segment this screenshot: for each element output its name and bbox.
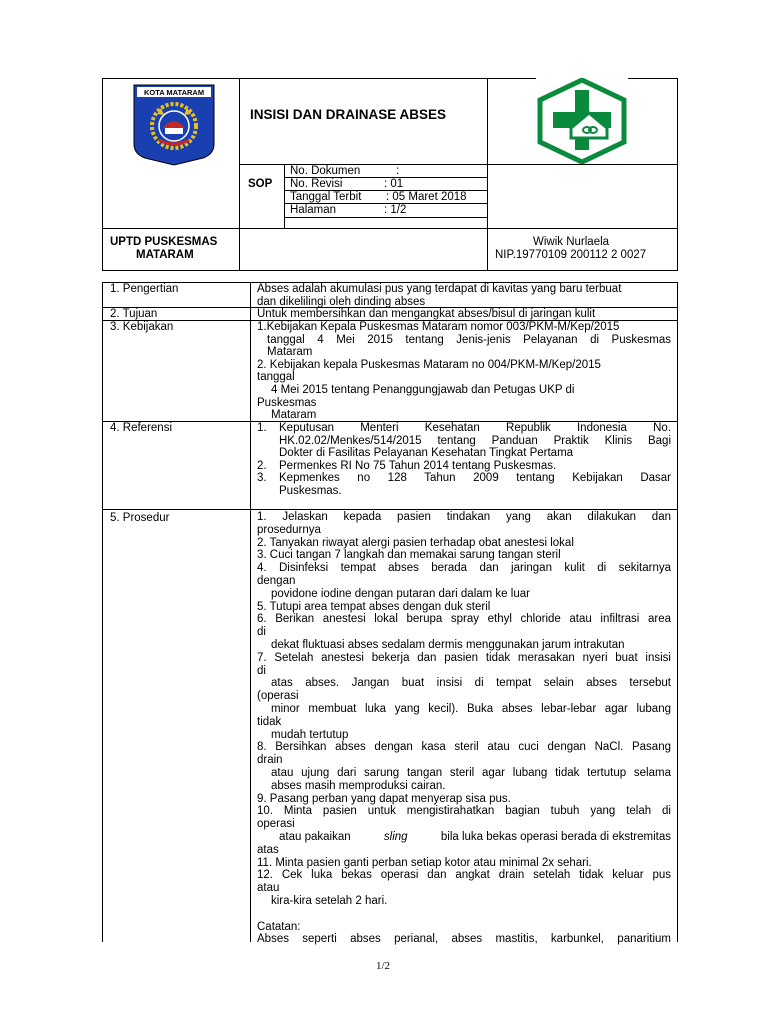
text-line: Puskesmas — [257, 396, 317, 409]
prosedur-content — [257, 511, 671, 946]
list-number: 2. — [257, 459, 267, 472]
referensi-content — [257, 422, 671, 498]
text-line: atau — [257, 882, 280, 895]
docinfo-left-line — [284, 164, 285, 228]
text-line: Catatan: — [257, 920, 301, 933]
section-label-referensi: 4. Referensi — [110, 422, 173, 434]
text-line: 2. Kebijakan kepala Puskesmas Mataram no 004/PKM-M/Kep/2015 — [257, 358, 601, 371]
table-border-right — [677, 282, 678, 942]
signer-nip: NIP.19770109 200112 2 0027 — [495, 249, 647, 261]
text-line: 9. Pasang perban yang dapat menyerap sisa pus. — [257, 792, 511, 805]
text-span-italic: sling — [383, 830, 408, 843]
text-line: tidak — [257, 715, 282, 728]
text-line: 1. Jelaskan kepada pasien tindakan yang akan dilakukan dan — [257, 511, 671, 523]
text-line: (operasi — [257, 690, 299, 703]
text-line: drain — [257, 754, 283, 767]
text-line: 4. Disinfeksi tempat abses berada dan jaringan kulit di sekitarnya — [257, 562, 671, 575]
text-line: atau ujung dari sarung tangan steril agar lubang tidak tertutup selama — [271, 766, 671, 779]
text-line-sling — [257, 831, 671, 844]
text-line: Permenkes RI No 75 Tahun 2014 tentang Puskesmas. — [279, 459, 557, 472]
text-line: tanggal 4 Mei 2015 tentang Jenis-jenis Pelayanan di Puskesmas — [267, 333, 671, 346]
text-line: dengan — [257, 574, 296, 587]
text-span: atau pakaikan — [279, 830, 351, 843]
text-line: 10. Minta pasien untuk mengistirahatkan bagian tubuh yang telah di — [257, 805, 671, 818]
header-divider-left — [239, 78, 240, 271]
text-line: Mataram — [267, 346, 313, 359]
text-line: operasi — [257, 818, 295, 831]
text-line: dekat fluktuasi abses sedalam dermis menggunakan jarum intrakutan — [271, 638, 625, 651]
text-line: di — [257, 626, 266, 639]
section-label-kebijakan: 3. Kebijakan — [110, 321, 174, 333]
puskesmas-logo — [535, 78, 629, 164]
text-line: Abses adalah akumulasi pus yang terdapat di kavitas yang baru terbuat — [257, 283, 622, 295]
text-line: prosedurnya — [257, 523, 321, 536]
docinfo-row-line-4 — [284, 217, 487, 218]
text-line: 12. Cek luka bekas operasi dan angkat drain setelah tidak keluar pus — [257, 869, 671, 882]
header-border-left — [102, 78, 103, 271]
tujuan-content — [257, 308, 671, 321]
text-line: 4 Mei 2015 tentang Penanggungjawab dan Petugas UKP di — [271, 383, 575, 396]
header-divider-right — [487, 78, 488, 271]
table-row-line — [102, 509, 678, 510]
pengertian-content — [257, 283, 671, 308]
text-line: 8. Bersihkan abses dengan kasa steril atau cuci dengan NaCl. Pasang — [257, 741, 671, 754]
text-line: 3. Cuci tangan 7 langkah dan memakai sarung tangan steril — [257, 549, 561, 562]
docinfo-value: : — [396, 165, 400, 177]
text-line: povidone iodine dengan putaran dari dalam ke luar — [271, 587, 530, 600]
text-line: tanggal — [257, 371, 295, 384]
text-span: bila luka bekas operasi berada di ekstremitas — [440, 830, 671, 843]
docinfo-value: : 05 Maret 2018 — [386, 191, 467, 203]
table-col-divider — [250, 282, 251, 942]
text-line: mudah tertutup — [271, 728, 349, 741]
text-line: di — [257, 664, 266, 677]
table-border-left — [102, 282, 103, 942]
org-name-line2: MATARAM — [136, 249, 194, 261]
text-line: 11. Minta pasien ganti perban setiap kotor atau minimal 2x sehari. — [257, 856, 592, 869]
text-line: Keputusan Menteri Kesehatan Republik Indonesia No. — [279, 422, 671, 434]
docinfo-value: : 1/2 — [384, 204, 407, 216]
docinfo-label: No. Dokumen — [290, 165, 361, 177]
text-line: Puskesmas. — [279, 484, 342, 497]
text-line: 1.Kebijakan Kepala Puskesmas Mataram nomor 003/PKM-M/Kep/2015 — [257, 321, 620, 333]
text-line: 7. Setelah anestesi bekerja dan pasien tidak merasakan nyeri buat insisi — [257, 651, 671, 664]
docinfo-label: No. Revisi — [290, 178, 343, 190]
section-label-tujuan: 2. Tujuan — [110, 308, 158, 320]
text-line: HK.02.02/Menkes/514/2015 tentang Panduan Praktik Klinis Bagi — [279, 434, 671, 447]
list-number: 3. — [257, 472, 267, 485]
text-line: Mataram — [271, 409, 317, 422]
text-line: Abses seperti abses perianal, abses mastitis, karbunkel, panaritium — [257, 933, 671, 946]
logo-text: KOTA MATARAM — [143, 88, 205, 97]
header-lower-line — [102, 228, 678, 229]
text-line: atas — [257, 843, 279, 856]
text-line: atas abses. Jangan buat insisi di tempat selain abses tersebut — [271, 677, 671, 690]
text-line: 2. Tanyakan riwayat alergi pasien terhadap obat anestesi lokal — [257, 536, 574, 549]
sop-label: SOP — [248, 178, 273, 190]
list-number: 1. — [257, 422, 267, 434]
text-line: 5. Tutupi area tempat abses dengan duk steril — [257, 600, 491, 613]
text-line: minor membuat luka yang kecil). Buka abses lebar-lebar agar lubang — [271, 702, 671, 715]
text-line: kira-kira setelah 2 hari. — [271, 894, 388, 907]
docinfo-value: : 01 — [384, 178, 404, 190]
text-line: dan dikelilingi oleh dinding abses — [257, 295, 426, 308]
header-border-top-right — [628, 78, 678, 79]
text-line: Untuk membersihkan dan mengangkat abses/bisul di jaringan kulit — [257, 308, 596, 320]
text-line: abses masih memproduksi cairan. — [271, 779, 446, 792]
text-line: Dokter di Fasilitas Pelayanan Kesehatan Tingkat Pertama — [279, 447, 574, 460]
page-number: 1/2 — [376, 960, 391, 972]
text-line: Kepmenkes no 128 Tahun 2009 tentang Kebijakan Dasar — [279, 472, 671, 485]
blank-line — [257, 908, 671, 921]
kebijakan-content — [257, 321, 671, 422]
docinfo-label: Tanggal Terbit — [290, 191, 362, 203]
header-border-right — [677, 78, 678, 271]
section-label-pengertian: 1. Pengertian — [110, 283, 179, 295]
org-name-line1: UPTD PUSKESMAS — [110, 236, 218, 248]
signer-name: Wiwik Nurlaela — [533, 236, 610, 248]
kota-mataram-logo — [133, 84, 215, 166]
header-border-bottom — [102, 270, 678, 271]
header-border-top — [102, 78, 536, 79]
docinfo-label: Halaman — [290, 204, 337, 216]
text-line: 6. Berikan anestesi lokal berupa spray ethyl chloride atau infiltrasi area — [257, 613, 671, 626]
section-label-prosedur: 5. Prosedur — [110, 512, 170, 524]
document-title: INSISI DAN DRAINASE ABSES — [250, 107, 447, 122]
